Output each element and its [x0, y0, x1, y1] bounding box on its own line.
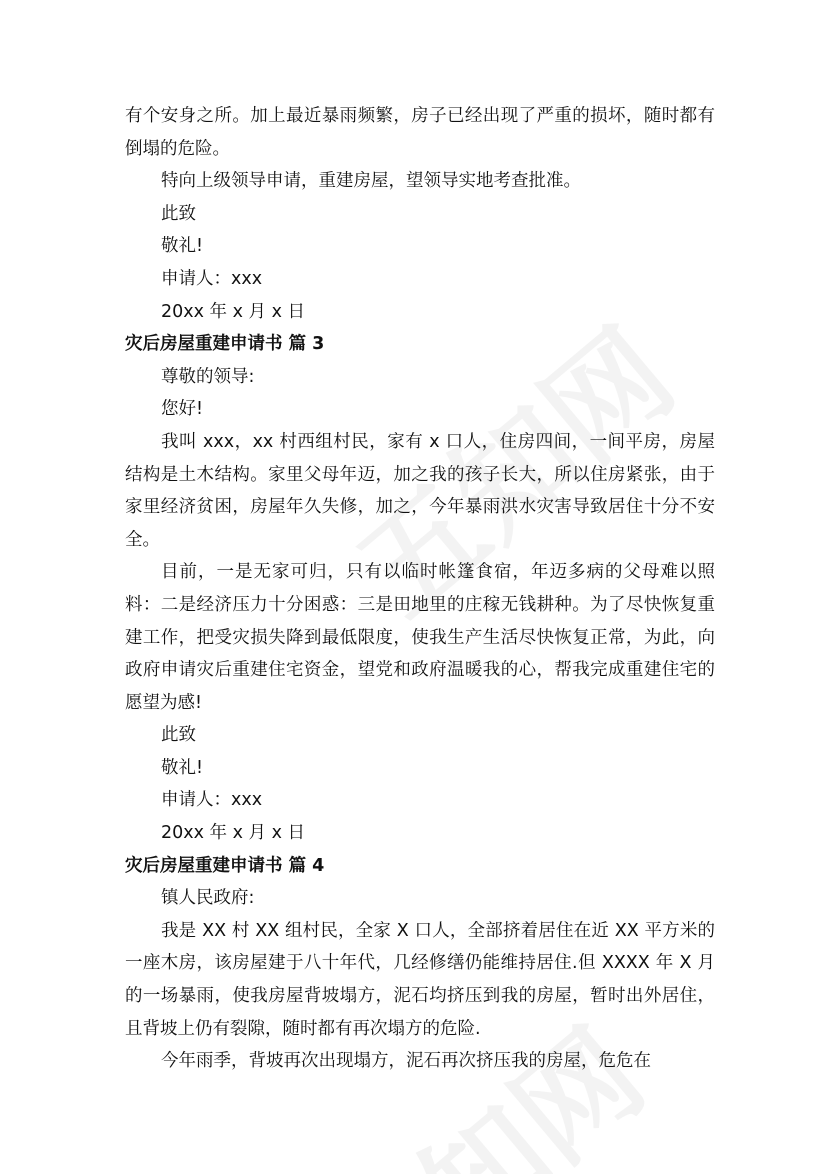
greeting-recipient: 镇人民政府: — [161, 888, 255, 909]
paragraph: 我是 XX 村 XX 组村民，全家 X 口人，全部挤着居住在近 XX 平方米的一座木房，该房屋建于八十年代，几经修缮仍能维持居住.但 XXXX 年 X 月的一场暴雨，使我房屋背坡塌方，泥石均挤压到我的房屋，暂时出外居住，且背坡上仍有裂隙，随时都有再次塌方的危险. — [125, 920, 715, 1039]
document-body — [125, 100, 715, 1078]
greeting: 您好! — [161, 399, 204, 420]
paragraph: 有个安身之所。加上最近暴雨频繁，房子已经出现了严重的损坏，随时都有倒塌的危险。 — [125, 106, 715, 159]
date-line: 20xx 年 x 月 x 日 — [161, 823, 306, 844]
paragraph: 今年雨季，背坡再次出现塌方，泥石再次挤压我的房屋，危危在 — [161, 1051, 651, 1072]
section-heading-4: 灾后房屋重建申请书 篇 4 — [125, 855, 325, 876]
paragraph: 特向上级领导申请，重建房屋，望领导实地考查批准。 — [161, 171, 581, 192]
applicant-signature: 申请人：xxx — [161, 790, 263, 811]
paragraph: 我叫 xxx，xx 村西组村民，家有 x 口人，住房四间，一间平房，房屋结构是土木结构。家里父母年迈，加之我的孩子长大，所以住房紧张，由于家里经济贫困，房屋年久失修，加之，今年暴雨洪水灾害导致居住十分不安全。 — [125, 431, 715, 550]
applicant-signature: 申请人：xxx — [161, 268, 263, 289]
greeting-recipient: 尊敬的领导: — [161, 366, 255, 387]
closing-salutation: 此致 — [161, 203, 196, 224]
date-line: 20xx 年 x 月 x 日 — [161, 301, 306, 322]
section-heading-3: 灾后房屋重建申请书 篇 3 — [125, 334, 325, 355]
closing-salutation: 此致 — [161, 725, 196, 746]
closing-salutation: 敬礼! — [161, 236, 204, 257]
closing-salutation: 敬礼! — [161, 757, 204, 778]
paragraph: 目前，一是无家可归，只有以临时帐篷食宿，年迈多病的父母难以照料：二是经济压力十分困惑：三是田地里的庄稼无钱耕种。为了尽快恢复重建工作，把受灾损失降到最低限度，使我生产生活尽快恢复正常，为此，向政府申请灾后重建住宅资金，望党和政府温暖我的心，帮我完成重建住宅的愿望为感! — [125, 562, 715, 713]
